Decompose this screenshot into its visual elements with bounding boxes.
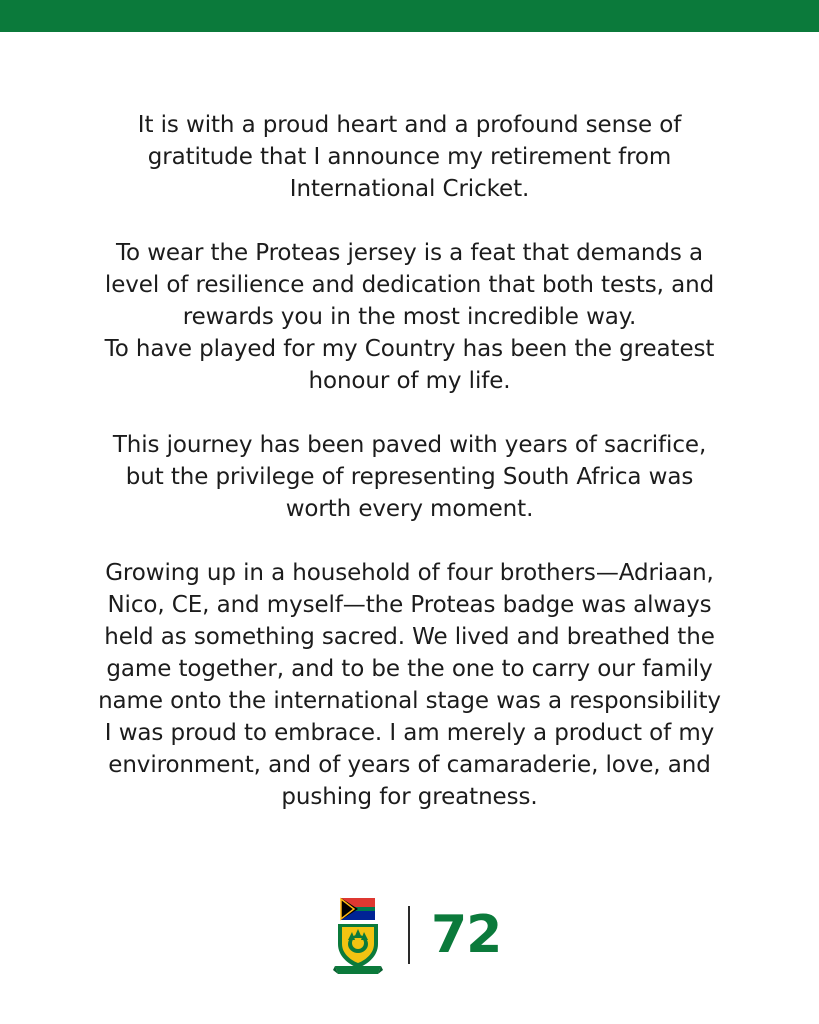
paragraph-1: It is with a proud heart and a profound sense of gratitude that I announce my retirement from International Cricket. xyxy=(137,112,682,202)
footer-divider xyxy=(408,906,410,964)
footer-signature xyxy=(0,896,819,980)
paragraph-2: To wear the Proteas jersey is a feat that demands a level of resilience and dedication that both tests, and rewards you in the most incredible way. To have played for my Country has been the greatest honour of my life. xyxy=(104,240,715,394)
retirement-statement xyxy=(60,109,759,845)
paragraph-4: Growing up in a household of four brothers—Adriaan, Nico, CE, and myself—the Proteas badge was always held as something sacred. We lived and breathed the game together, and to be the one to carry our family name onto the international stage was a responsibility I was proud to embrace. I am merely a product of my environment, and of years of camaraderie, love, and pushing for greatness. xyxy=(98,560,721,810)
cap-number: 72 xyxy=(431,905,502,965)
proteas-crest-icon xyxy=(332,896,384,978)
paragraph-3: This journey has been paved with years of sacrifice, but the privilege of representing South Africa was worth every moment. xyxy=(112,432,707,522)
south-africa-flag-icon xyxy=(341,897,375,922)
top-green-bar xyxy=(0,0,819,32)
